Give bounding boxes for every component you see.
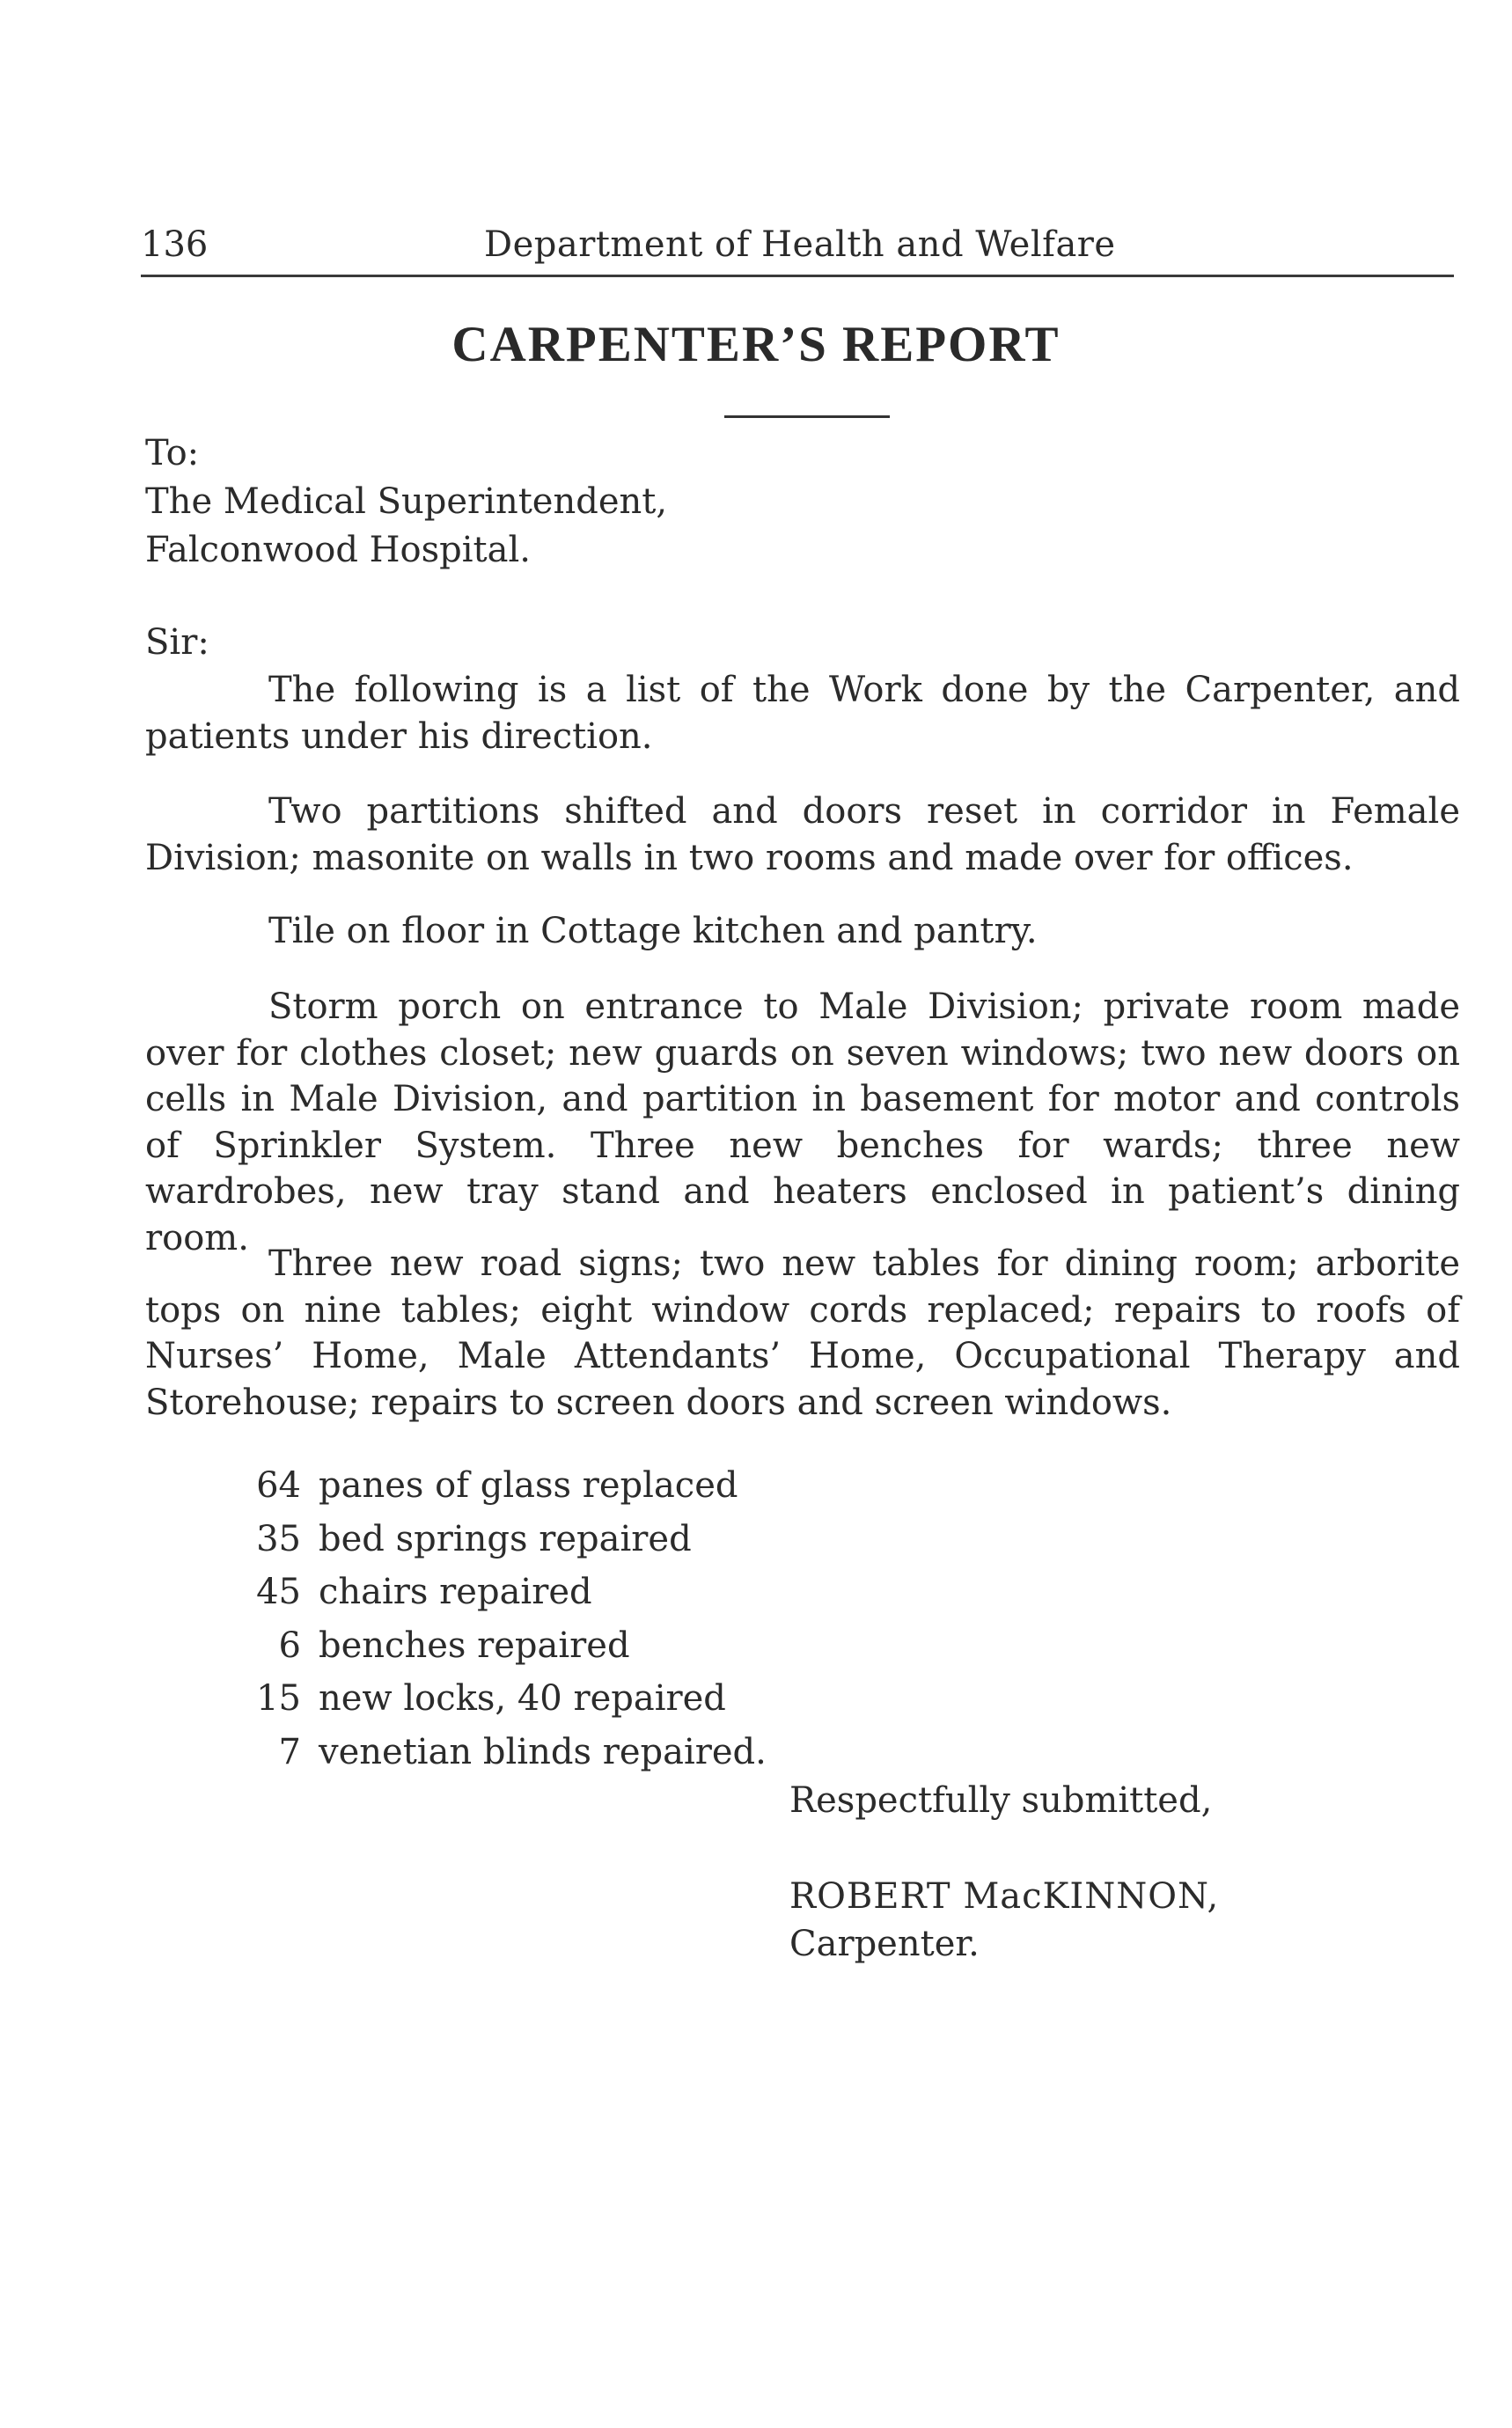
tally-item: bed springs repaired: [319, 1518, 692, 1559]
tally-count: 7: [278, 1731, 301, 1772]
signatory-name: ROBERT MacKINNON,: [789, 1876, 1220, 1917]
tally-count: 64: [256, 1465, 301, 1506]
tally-item: new locks, 40 repaired: [319, 1678, 726, 1719]
address-to: To:: [145, 433, 200, 473]
tally-count: 35: [256, 1518, 301, 1559]
tally-item: benches repaired: [319, 1625, 630, 1666]
page-number: 136: [141, 224, 209, 265]
report-title: CARPENTER’S REPORT: [451, 317, 1061, 372]
salutation: Sir:: [145, 622, 209, 663]
address-block: [145, 429, 667, 575]
tally-count: 6: [278, 1625, 301, 1666]
paragraph-female-division: Two partitions shifted and doors reset in corridor in Female Division; masonite on walls in two rooms and made over for offices.: [145, 791, 1460, 878]
list-item: [238, 1566, 767, 1619]
repair-tally-list: [238, 1459, 767, 1779]
signature-block: [789, 1873, 1219, 1968]
paragraph-work-intro: The following is a list of the Work done by the Carpenter, and patients under his direction.: [145, 670, 1460, 757]
title-rule: [724, 415, 890, 418]
list-item: [238, 1726, 767, 1779]
tally-item: chairs repaired: [319, 1572, 592, 1612]
tally-item: venetian blinds repaired.: [319, 1731, 767, 1772]
address-recipient: The Medical Superintendent,: [145, 481, 668, 522]
tally-count: 15: [256, 1678, 301, 1719]
paragraph-cottage-kitchen: Tile on floor in Cottage kitchen and pantry.: [268, 911, 1038, 951]
running-title: Department of Health and Welfare: [484, 224, 1116, 265]
list-item: [238, 1672, 767, 1726]
list-item: [238, 1513, 767, 1566]
signatory-title: Carpenter.: [789, 1924, 980, 1964]
paragraph-male-division: Storm porch on entrance to Male Division; private room made over for clothes closet; new guards on seven windows; two new doors on cells in Male Division, and partition in basement for motor and controls of Sprinkler System. Three new benches for wards; three new wardrobes, new tray stand and heaters enclosed in patient’s dining room.: [145, 987, 1460, 1258]
list-item: [238, 1459, 767, 1513]
header-rule: [141, 275, 1454, 277]
closing-line: Respectfully submitted,: [789, 1780, 1213, 1821]
list-item: [238, 1619, 767, 1673]
paragraph-signs-and-repairs: Three new road signs; two new tables for dining room; arborite tops on nine tables; eight window cords replaced; repairs to roofs of Nurses’ Home, Male Attendants’ Home, Occupational Therapy and Storehouse; repairs to screen doors and screen windows.: [145, 1243, 1460, 1423]
tally-count: 45: [256, 1572, 301, 1612]
address-institution: Falconwood Hospital.: [145, 530, 531, 570]
running-header: [141, 222, 1454, 275]
tally-item: panes of glass replaced: [319, 1465, 738, 1506]
